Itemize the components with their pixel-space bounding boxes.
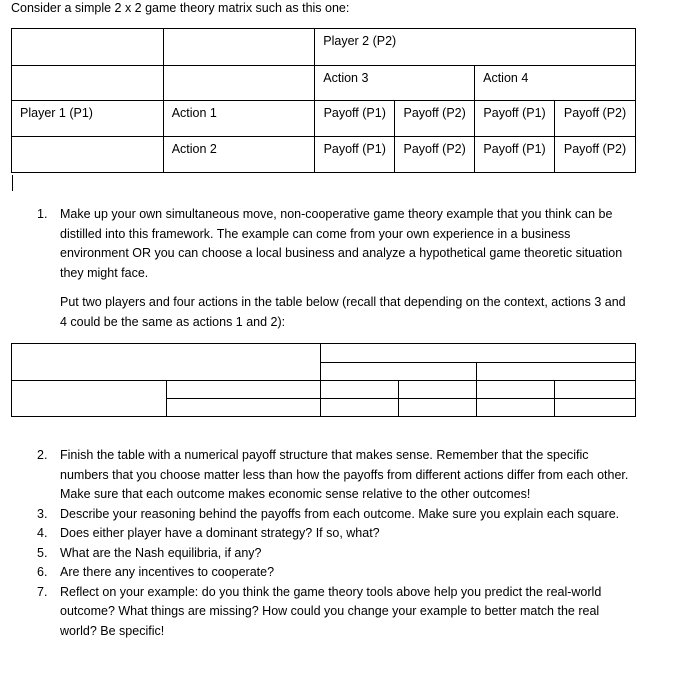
table-border-stub [12, 175, 13, 191]
payoff-cell-p2: Payoff (P2) [395, 101, 475, 137]
intro-text: Consider a simple 2 x 2 game theory matrix such as this one: [11, 1, 350, 15]
question-text: Describe your reasoning behind the payoffs from each outcome. Make sure you explain each square. [60, 506, 620, 521]
question-number: 2. [37, 448, 48, 462]
question-number: 6. [37, 565, 48, 579]
question-item [12, 583, 634, 642]
blank-cell [321, 399, 399, 417]
matrix-corner-cell [163, 29, 315, 66]
question-text: What are the Nash equilibria, if any? [60, 545, 262, 560]
blank-cell [321, 381, 399, 399]
blank-cell [477, 363, 636, 381]
matrix-corner-cell [12, 29, 164, 66]
blank-cell [166, 381, 321, 399]
question-number: 1. [37, 207, 48, 221]
action1-label: Action 1 [163, 101, 315, 137]
question-number: 4. [37, 526, 48, 540]
action3-label: Action 3 [315, 66, 475, 101]
question-text: Reflect on your example: do you think the game theory tools above help you predict the real-world outcome? What things are missing? How could you change your example to better match the real world? Be specific! [60, 584, 602, 638]
action4-label: Action 4 [475, 66, 636, 101]
question-text: Make up your own simultaneous move, non-cooperative game theory example that you think can be distilled into this framework. The example can come from your own experience in a business environment OR you can choose a local business and analyze a hypothetical game theoretic situation they might face. [60, 207, 623, 280]
blank-cell [399, 399, 477, 417]
blank-cell [555, 381, 636, 399]
blank-cell [321, 344, 636, 363]
payoff-cell-p1: Payoff (P1) [475, 137, 555, 173]
question-item [12, 563, 634, 583]
question-text: Does either player have a dominant strategy? If so, what? [60, 526, 380, 540]
question-item [12, 505, 634, 525]
question-item [12, 544, 634, 564]
matrix-empty-cell [12, 137, 164, 173]
payoff-cell-p1: Payoff (P1) [475, 101, 555, 137]
matrix-corner-cell [163, 66, 315, 101]
blank-cell [477, 399, 555, 417]
question-text: Finish the table with a numerical payoff structure that makes sense. Remember that the specific numbers that you choose matter less than how the payoffs from different actions differ from each other. Make sure that each outcome makes economic sense relative to the other outcomes! [60, 448, 629, 501]
blank-cell [166, 399, 321, 417]
payoff-cell-p2: Payoff (P2) [555, 137, 636, 173]
payoff-cell-p2: Payoff (P2) [555, 101, 636, 137]
payoff-cell-p2: Payoff (P2) [395, 137, 475, 173]
blank-cell [399, 381, 477, 399]
question-number: 7. [37, 584, 48, 599]
question-number: 5. [37, 545, 48, 560]
question-item [12, 524, 634, 544]
question-number: 3. [37, 506, 48, 521]
question-list-part2 [12, 446, 634, 641]
blank-cell [555, 399, 636, 417]
player1-label: Player 1 (P1) [12, 101, 164, 137]
blank-cell [477, 381, 555, 399]
example-game-matrix [11, 28, 636, 173]
blank-cell [12, 381, 167, 417]
matrix-corner-cell [12, 66, 164, 101]
question-text: Are there any incentives to cooperate? [60, 565, 275, 579]
player2-label: Player 2 (P2) [315, 29, 636, 66]
blank-cell [12, 344, 321, 381]
question-item [12, 205, 634, 283]
question-list-part1 [12, 205, 634, 283]
question-item [12, 446, 634, 505]
action2-label: Action 2 [163, 137, 315, 173]
payoff-cell-p1: Payoff (P1) [315, 101, 395, 137]
payoff-cell-p1: Payoff (P1) [315, 137, 395, 173]
blank-cell [321, 363, 477, 381]
instruction-text: Put two players and four actions in the table below (recall that depending on the context, actions 3 and 4 could be the same as actions 1 and 2): [60, 295, 626, 329]
blank-game-matrix [11, 343, 636, 417]
